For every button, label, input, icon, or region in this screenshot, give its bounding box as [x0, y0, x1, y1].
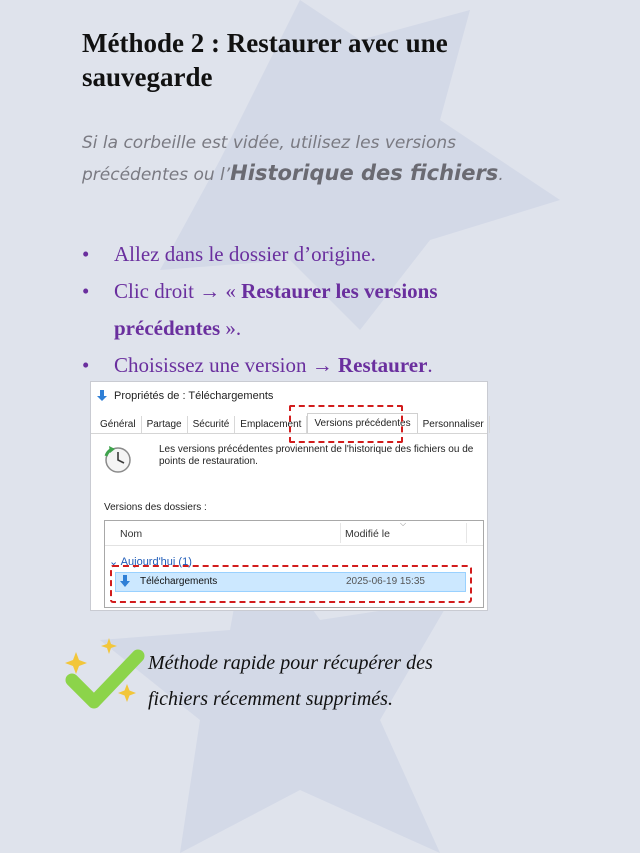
- step-2-bold-1: Restaurer les versions: [241, 279, 438, 303]
- restore-clock-icon: [103, 444, 133, 474]
- step-2-text: [114, 273, 438, 347]
- sort-chevron-icon: ⌵: [400, 519, 407, 528]
- intro-end: .: [498, 165, 504, 185]
- tab-location[interactable]: Emplacement: [235, 416, 307, 433]
- bullet-dot: •: [82, 279, 90, 303]
- step-item: [82, 273, 522, 347]
- step-2-pre: Clic droit → «: [114, 279, 242, 303]
- column-modified[interactable]: Modifié le: [345, 528, 390, 540]
- dialog-description: Les versions précédentes proviennent de l'historique des fichiers ou de points de restauration.: [159, 444, 474, 467]
- step-3-post: .: [427, 353, 433, 377]
- column-separator: [466, 523, 467, 543]
- folders-label: Versions des dossiers :: [104, 502, 207, 513]
- step-3-pre: Choisissez une version →: [114, 353, 338, 377]
- step-1-text: Allez dans le dossier d’origine.: [114, 242, 376, 266]
- row-modified: 2025-06-19 15:35: [346, 576, 425, 587]
- steps-list: [82, 236, 522, 384]
- intro-emphasis: Historique des fichiers: [230, 161, 499, 185]
- note-line-2: fichiers récemment supprimés.: [148, 688, 393, 710]
- dialog-title: Propriétés de : Téléchargements: [114, 390, 274, 402]
- tab-highlight-box: [289, 405, 403, 443]
- column-separator: [340, 523, 341, 543]
- list-header: [105, 521, 483, 546]
- tab-customize[interactable]: Personnaliser: [418, 416, 490, 433]
- properties-dialog-screenshot: [91, 382, 487, 610]
- bullet-dot: •: [82, 242, 90, 266]
- title-line-1: Méthode 2 : Restaurer avec une: [82, 28, 448, 58]
- page-title: [82, 26, 582, 94]
- tab-security[interactable]: Sécurité: [188, 416, 236, 433]
- tab-previous-versions[interactable]: Versions précédentes: [307, 413, 417, 433]
- column-name[interactable]: Nom: [120, 528, 143, 540]
- row-highlight-box: [110, 565, 472, 603]
- tab-sharing[interactable]: Partage: [142, 416, 188, 433]
- note-text: [148, 645, 528, 717]
- title-line-2: sauvegarde: [82, 62, 213, 92]
- step-3-bold: Restaurer: [337, 353, 428, 377]
- step-item: [82, 236, 522, 273]
- note-line-1: Méthode rapide pour récupérer des: [148, 652, 433, 674]
- bullet-dot: •: [82, 353, 90, 377]
- intro-part-2: précédentes ou l’: [82, 165, 231, 185]
- tab-general[interactable]: Général: [95, 416, 142, 433]
- checkmark-sparkle-icon: [64, 636, 150, 714]
- step-2-bold-2: précédentes: [114, 316, 221, 340]
- download-folder-icon: [95, 389, 109, 403]
- intro-text: [82, 128, 582, 190]
- intro-part-1: Si la corbeille est vidée, utilisez les versions: [82, 133, 456, 153]
- step-item: [82, 347, 522, 384]
- step-2-post: ».: [220, 316, 242, 340]
- row-name: Téléchargements: [140, 576, 218, 587]
- step-3-text: [114, 347, 433, 384]
- group-label: Aujourd'hui (1): [120, 556, 192, 568]
- chevron-down-icon: ⌄: [109, 556, 121, 568]
